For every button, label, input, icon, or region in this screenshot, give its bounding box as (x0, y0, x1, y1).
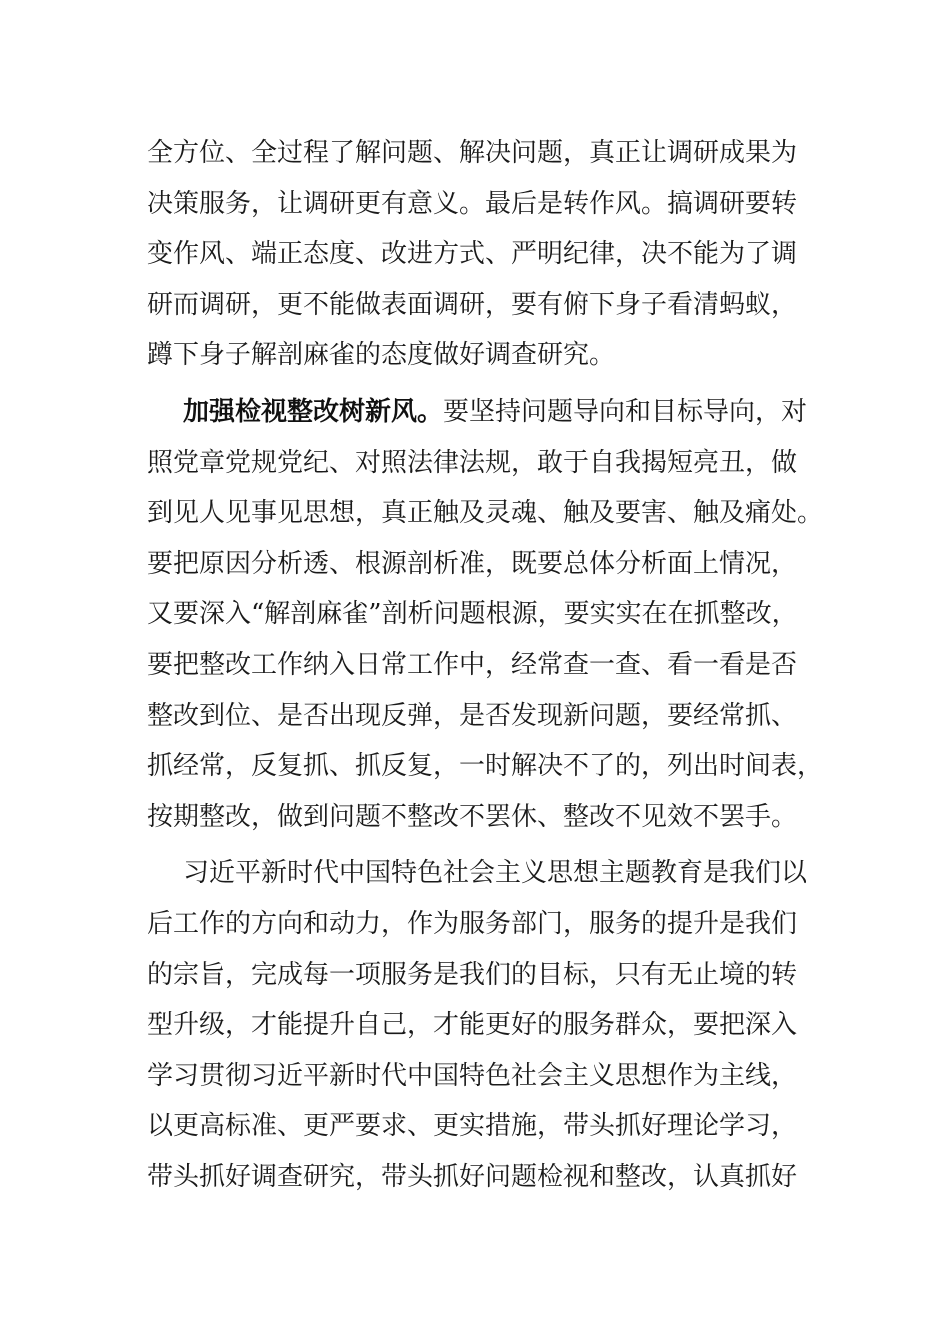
text-line: 以更高标准、更严要求、更实措施，带头抓好理论学习， (147, 1111, 798, 1142)
text-line: 研而调研，更不能做表面调研，要有俯下身子看清蚂蚁， (147, 289, 798, 320)
text-line: 要把原因分析透、根源剖析准，既要总体分析面上情况， (147, 548, 798, 579)
text-line: 蹲下身子解剖麻雀的态度做好调查研究。 (147, 340, 616, 371)
text-line: 学习贯彻习近平新时代中国特色社会主义思想作为主线， (147, 1060, 798, 1091)
body-text (147, 128, 824, 1202)
text-line: 按期整改，做到问题不整改不罢休、整改不见效不罢手。 (147, 801, 798, 832)
text-line: 变作风、端正态度、改进方式、严明纪律，决不能为了调 (147, 239, 798, 270)
text-line: 习近平新时代中国特色社会主义思想主题教育是我们以 (183, 858, 808, 889)
text-line: 的宗旨，完成每一项服务是我们的目标，只有无止境的转 (147, 959, 798, 990)
paragraph-1 (147, 128, 807, 381)
paragraph-2 (147, 387, 824, 842)
text-line: 带头抓好调查研究，带头抓好问题检视和整改，认真抓好 (147, 1161, 798, 1192)
paragraph-heading: 加强检视整改树新风。 (183, 396, 444, 427)
text-line: 又要深入“解剖麻雀”剖析问题根源，要实实在在抓整改， (147, 599, 798, 630)
paragraph-3 (147, 848, 807, 1202)
text-line: 全方位、全过程了解问题、解决问题，真正让调研成果为 (147, 138, 798, 168)
text-line (147, 387, 807, 438)
text-line: 整改到位、是否出现反弹，是否发现新问题，要经常抓、 (147, 700, 798, 731)
text-line: 到见人见事见思想，真正触及灵魂、触及要害、触及痛处。 (147, 498, 824, 529)
text-line: 抓经常，反复抓、抓反复，一时解决不了的，列出时间表， (147, 751, 824, 782)
text-line: 要把整改工作纳入日常工作中，经常查一查、看一看是否 (147, 649, 798, 680)
text-line: 后工作的方向和动力，作为服务部门，服务的提升是我们 (147, 908, 798, 939)
text-span: 要坚持问题导向和目标导向，对 (443, 396, 808, 427)
text-line: 照党章党规党纪、对照法律法规，敢于自我揭短亮丑，做 (147, 447, 798, 478)
text-line: 决策服务，让调研更有意义。最后是转作风。搞调研要转 (147, 188, 798, 219)
text-line: 型升级，才能提升自己，才能更好的服务群众，要把深入 (147, 1010, 798, 1041)
